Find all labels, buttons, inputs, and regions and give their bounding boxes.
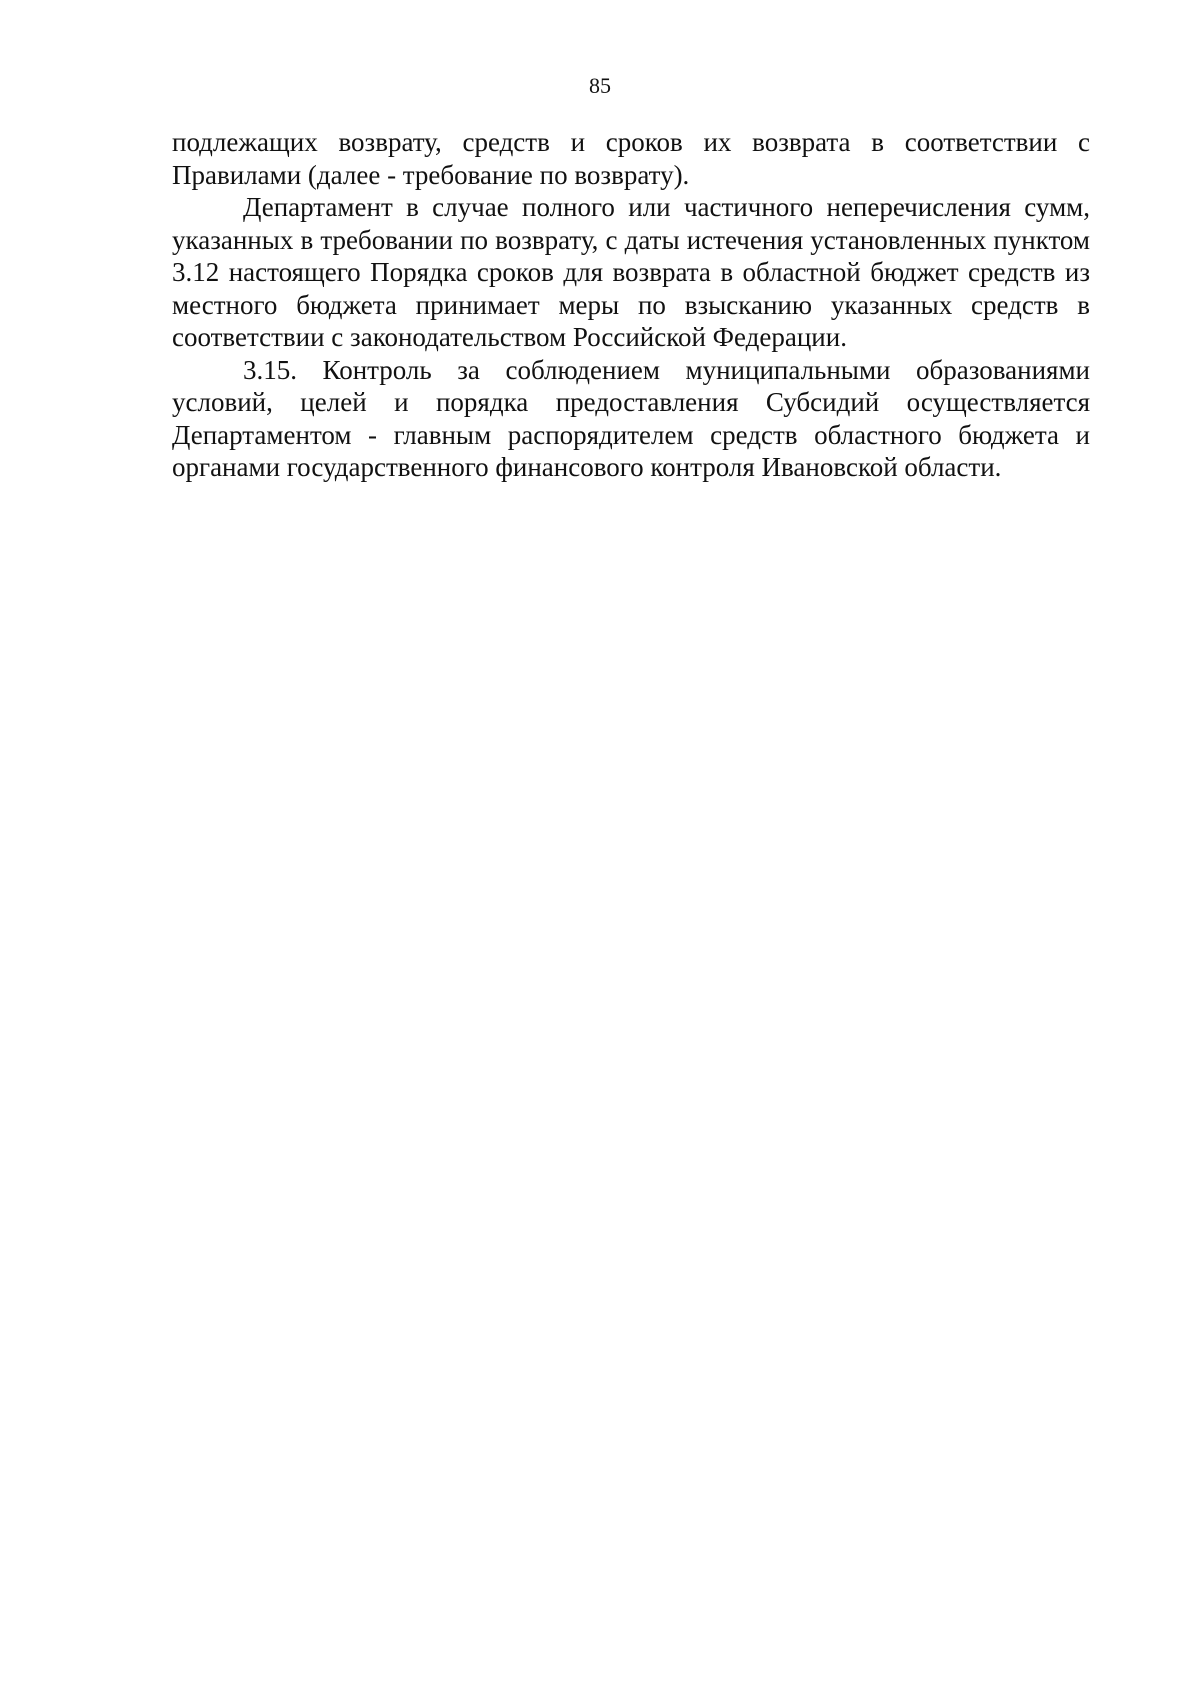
paragraph-department-measures: Департамент в случае полного или частичного неперечисления сумм, указанных в требовании по возврату, с даты истечения установленных пунктом 3.12 настоящего Порядка сроков для возврата в областной бюджет средств из местного бюджета принимает меры по взысканию указанных средств в соответствии с законодательством Российской Федерации. [172, 192, 1090, 352]
document-body [172, 126, 1090, 484]
page-number: 85 [589, 73, 611, 98]
paragraph-control-3-15: 3.15. Контроль за соблюдением муниципальными образованиями условий, целей и порядка предоставления Субсидий осуществляется Департаментом - главным распорядителем средств областного бюджета и органами государственного финансового контроля Ивановской области. [172, 354, 1090, 482]
paragraph-continuation: подлежащих возврату, средств и сроков их возврата в соответствии с Правилами (далее - требование по возврату). [172, 127, 1090, 190]
